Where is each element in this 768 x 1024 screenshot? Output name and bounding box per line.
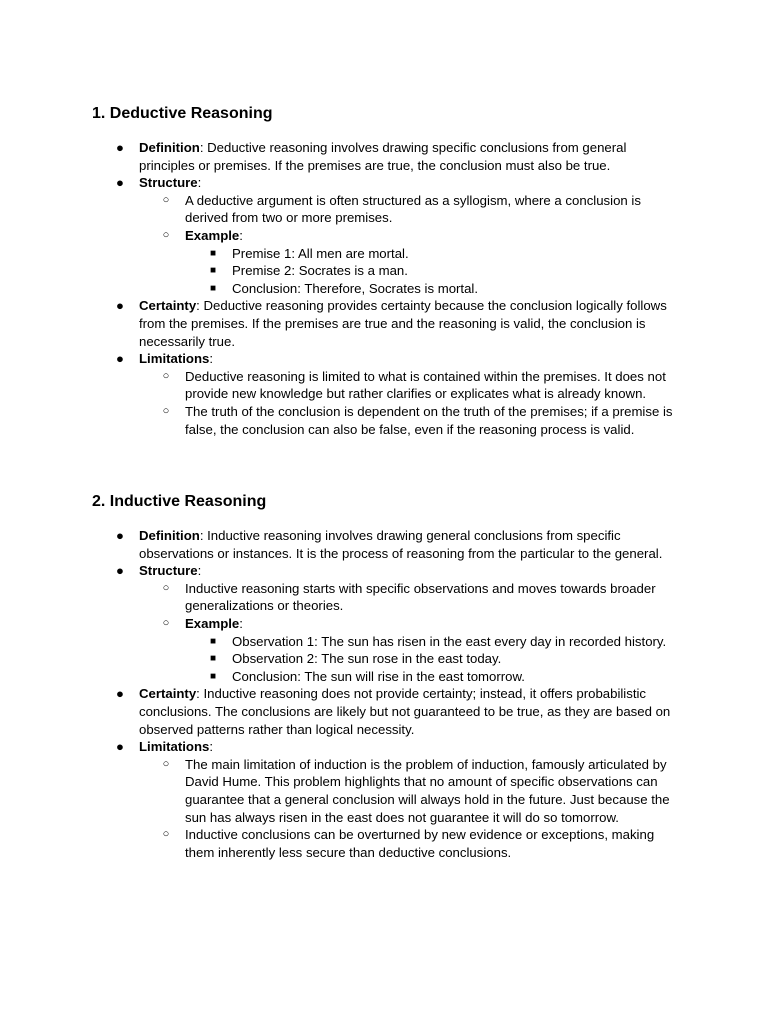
square-bullet-icon: ■ (209, 265, 217, 277)
list-item-example (0, 227, 768, 245)
item-text: The main limitation of induction is the problem of induction, famously articulated by David Hume. This problem highlights that no amount of specific observations can guarantee that a general conclusion will always hold in the future. Just because the sun has always risen in the east does not guarantee it will do so tomorrow. (185, 756, 670, 825)
item-label: Definition (139, 528, 200, 543)
list-item-limitation (0, 368, 768, 403)
item-label: Example (185, 227, 240, 243)
item-label: Certainty (139, 686, 197, 702)
section-heading-deductive: 1. Deductive Reasoning (92, 105, 273, 122)
item-label: Definition (139, 140, 200, 155)
item-text: : Inductive reasoning involves drawing general conclusions from specific observations or instances. It is the process of reasoning from the particular to the general. (139, 528, 663, 561)
list-item-structure (0, 174, 768, 192)
item-label: Certainty (139, 298, 197, 314)
item-label: Example (185, 615, 240, 631)
item-suffix: : (197, 175, 202, 191)
list-item-example-entry (0, 668, 768, 686)
list-item-limitation (0, 826, 768, 861)
item-suffix: : (239, 615, 243, 631)
item-suffix: : (209, 739, 214, 755)
item-label: Limitations (139, 351, 210, 367)
list-item-example-entry (0, 650, 768, 668)
item-text: : Deductive reasoning involves drawing specific conclusions from general principles or premises. If the premises are true, the conclusion must also be true. (139, 140, 627, 173)
item-text: Inductive reasoning starts with specific observations and moves towards broader generalizations or theories. (185, 580, 656, 614)
section-heading-inductive: 2. Inductive Reasoning (92, 493, 267, 510)
bullet-icon: ● (116, 563, 124, 579)
item-text: Inductive conclusions can be overturned by new evidence or exceptions, making them inherently less secure than deductive conclusions. (185, 827, 655, 860)
item-text: Conclusion: Therefore, Socrates is mortal. (232, 280, 479, 296)
bullet-icon: ● (116, 140, 124, 155)
bullet-icon: ● (116, 739, 124, 755)
bullet-icon: ● (116, 528, 124, 543)
square-bullet-icon: ■ (209, 670, 217, 682)
circle-bullet-icon: ○ (162, 581, 170, 594)
item-text: Conclusion: The sun will rise in the east tomorrow. (232, 668, 525, 684)
list-item-definition (0, 527, 768, 562)
item-text: : Inductive reasoning does not provide certainty; instead, it offers probabilistic conclusions. The conclusions are likely but not guaranteed to be true, as they are based on observed patterns rather than logical necessity. (139, 686, 671, 737)
circle-bullet-icon: ○ (162, 757, 170, 770)
inductive-list (0, 527, 768, 861)
list-item-structure-description (0, 192, 768, 227)
item-suffix: : (197, 563, 202, 579)
item-suffix: : (239, 227, 243, 243)
list-item-limitation (0, 756, 768, 826)
circle-bullet-icon: ○ (162, 828, 170, 841)
item-label: Structure (139, 175, 198, 191)
list-item-example-entry (0, 633, 768, 651)
list-item-structure (0, 562, 768, 580)
circle-bullet-icon: ○ (162, 193, 170, 206)
list-item-limitation (0, 403, 768, 438)
item-text: : Deductive reasoning provides certainty because the conclusion logically follows from the premises. If the premises are true and the reasoning is valid, the conclusion is necessarily true. (139, 298, 667, 349)
item-text: The truth of the conclusion is dependent on the truth of the premises; if a premise is false, the conclusion can also be false, even if the reasoning process is valid. (185, 403, 673, 437)
item-suffix: : (209, 351, 214, 367)
list-item-example (0, 615, 768, 633)
item-text: Observation 2: The sun rose in the east today. (232, 651, 502, 667)
circle-bullet-icon: ○ (162, 404, 170, 417)
list-item-example-entry (0, 280, 768, 298)
square-bullet-icon: ■ (209, 247, 217, 259)
list-item-limitations (0, 350, 768, 368)
circle-bullet-icon: ○ (162, 616, 170, 629)
bullet-icon: ● (116, 351, 124, 367)
item-text: A deductive argument is often structured as a syllogism, where a conclusion is derived from two or more premises. (185, 192, 641, 226)
bullet-icon: ● (116, 298, 124, 314)
square-bullet-icon: ■ (209, 635, 217, 647)
bullet-icon: ● (116, 686, 124, 702)
list-item-certainty (0, 685, 768, 738)
item-text: Premise 2: Socrates is a man. (232, 263, 408, 279)
square-bullet-icon: ■ (209, 282, 217, 294)
bullet-icon: ● (116, 175, 124, 191)
item-text: Premise 1: All men are mortal. (232, 245, 409, 261)
square-bullet-icon: ■ (209, 653, 217, 665)
list-item-limitations (0, 738, 768, 756)
item-label: Limitations (139, 739, 210, 755)
list-item-definition (0, 139, 768, 174)
list-item-structure-description (0, 580, 768, 615)
item-text: Deductive reasoning is limited to what is contained within the premises. It does not provide new knowledge but rather clarifies or explicates what is already known. (185, 368, 666, 402)
list-item-certainty (0, 297, 768, 350)
list-item-example-entry (0, 245, 768, 263)
list-item-example-entry (0, 262, 768, 280)
circle-bullet-icon: ○ (162, 369, 170, 382)
item-label: Structure (139, 563, 198, 579)
circle-bullet-icon: ○ (162, 228, 170, 241)
deductive-list (0, 139, 768, 438)
item-text: Observation 1: The sun has risen in the east every day in recorded history. (232, 633, 667, 649)
